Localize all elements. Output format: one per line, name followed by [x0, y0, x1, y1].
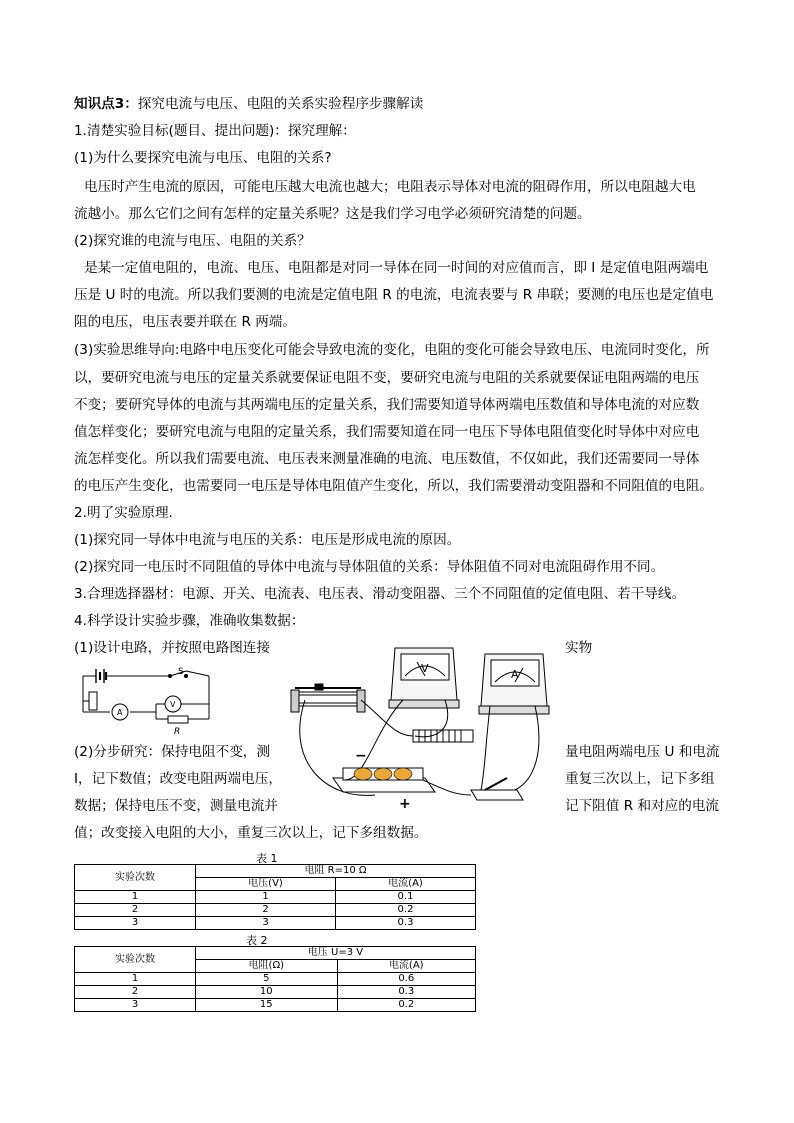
table-cell: 1 — [196, 891, 336, 904]
table-row — [75, 891, 476, 904]
paragraph-line: I，记下数值；改变电阻两端电压， — [74, 771, 282, 787]
table-cell: 0.6 — [337, 973, 475, 986]
table2-caption: 表 2 — [246, 934, 268, 947]
table-cell: 0.2 — [337, 999, 475, 1012]
voltmeter-label: V — [170, 700, 176, 709]
table-cell: 1 — [75, 973, 196, 986]
ammeter-face-label: A — [511, 668, 519, 681]
paragraph-line: (1)为什么要探究电流与电压、电阻的关系? — [74, 150, 332, 166]
table-cell: 3 — [75, 999, 196, 1012]
paragraph-line: (2)分步研究：保持电阻不变，测 — [74, 744, 270, 760]
ammeter-label: A — [117, 708, 123, 717]
paragraph-line: 以，要研究电流与电压的定量关系就要保证电阻不变，要研究电流与电阻的关系就要保证电阻两端的电压 — [74, 370, 700, 386]
paragraph-line: 3.合理选择器材：电源、开关、电流表、电压表、滑动变阻器、三个不同阻值的定值电阻、若干导线。 — [74, 586, 686, 602]
paragraph-line: 重复三次以上，记下多组 — [565, 771, 715, 787]
paragraph-line: 2.明了实验原理. — [74, 505, 173, 521]
paragraph-line: 记下阻值 R 和对应的电流 — [565, 798, 720, 814]
table-row — [75, 917, 476, 930]
table-row — [75, 973, 476, 986]
paragraph-line: (1)设计电路，并按照电路图连接 — [74, 640, 270, 656]
table-cell: 5 — [196, 973, 338, 986]
table-row — [75, 986, 476, 999]
switch-label: S — [178, 667, 184, 677]
table-row — [75, 999, 476, 1012]
paragraph-line: 值怎样变化；要研究电流与电阻的定量关系，我们需要知道在同一电压下导体电阻值变化时导体中对应电 — [74, 424, 700, 440]
paragraph-line: 是某一定值电阻的，电流、电压、电阻都是对同一导体在同一时间的对应值而言，即 I 是定值电阻两端电 — [84, 260, 709, 276]
table1-caption: 表 1 — [256, 852, 278, 865]
resistor-label: R — [174, 727, 181, 736]
battery-plus-sign: + — [399, 796, 411, 812]
table-cell: 3 — [196, 917, 336, 930]
apparatus-illustration — [285, 640, 555, 812]
circuit-diagram — [78, 664, 218, 736]
paragraph-line: 4.科学设计实验步骤，准确收集数据： — [74, 613, 305, 629]
paragraph-line: 实物 — [565, 640, 593, 656]
table2-header-col1: 电阻(Ω) — [196, 960, 338, 973]
table-cell: 3 — [75, 917, 196, 930]
battery-minus-sign: − — [355, 748, 367, 764]
table1-header-group: 电阻 R=10 Ω — [196, 865, 476, 878]
table-cell: 0.1 — [336, 891, 476, 904]
table2-header-col2: 电流(A) — [337, 960, 475, 973]
paragraph-line: 的电压产生变化，也需要同一电压是导体电阻值产生变化，所以，我们需要滑动变阻器和不同阻值的电阻。 — [74, 478, 713, 494]
table-cell: 15 — [196, 999, 338, 1012]
table2-header-trial: 实验次数 — [75, 947, 196, 973]
voltmeter-face-label: V — [421, 662, 429, 675]
table-cell: 2 — [75, 904, 196, 917]
paragraph-line: 值；改变接入电阻的大小，重复三次以上，记下多组数据。 — [74, 825, 428, 841]
table1-header-trial: 实验次数 — [75, 865, 196, 891]
section-heading — [74, 94, 724, 114]
table-cell: 2 — [75, 986, 196, 999]
paragraph-line: (1)探究同一导体中电流与电压的关系：电压是形成电流的原因。 — [74, 532, 461, 548]
paragraph-line: (2)探究谁的电流与电压、电阻的关系？ — [74, 233, 311, 249]
paragraph-line: 1.清楚实验目标(题目、提出问题)：探究理解： — [74, 123, 356, 139]
paragraph-line: 数据；保持电压不变，测量电流并 — [74, 798, 278, 814]
table-cell: 0.3 — [337, 986, 475, 999]
paragraph-line: 流怎样变化。所以我们需要电流、电压表来测量准确的电流、电压数值，不仅如此，我们还需要同一导体 — [74, 451, 700, 467]
paragraph-line: (3)实验思维导向:电路中电压变化可能会导致电流的变化，电阻的变化可能会导致电压、电流同时变化，所 — [74, 342, 710, 358]
heading-label: 知识点3： — [74, 96, 138, 112]
table-cell: 2 — [196, 904, 336, 917]
table-cell: 1 — [75, 891, 196, 904]
table-cell: 0.3 — [336, 917, 476, 930]
table1-header-col1: 电压(V) — [196, 878, 336, 891]
paragraph-line: 不变；要研究导体的电流与其两端电压的定量关系，我们需要知道导体两端电压数值和导体电流的对应数 — [74, 397, 700, 413]
heading-text: 探究电流与电压、电阻的关系实验程序步骤解读 — [137, 96, 424, 112]
paragraph-line: (2)探究同一电压时不同阻值的导体中电流与导体阻值的关系：导体阻值不同对电流阻碍作用不同。 — [74, 559, 665, 575]
paragraph-line: 量电阻两端电压 U 和电流 — [565, 744, 720, 760]
paragraph-line: 流越小。那么它们之间有怎样的定量关系呢？这是我们学习电学必须研究清楚的问题。 — [74, 206, 591, 222]
paragraph-line: 电压时产生电流的原因，可能电压越大电流也越大；电阻表示导体对电流的阻碍作用，所以电阻越大电 — [84, 179, 696, 195]
table-cell: 0.2 — [336, 904, 476, 917]
paragraph-line: 压是 U 时的电流。所以我们要测的电流是定值电阻 R 的电流，电流表要与 R 串联；要测的电压也是定值电 — [74, 287, 714, 303]
table2-header-group: 电压 U=3 V — [196, 947, 476, 960]
table-cell: 10 — [196, 986, 338, 999]
paragraph-line: 阻的电压，电压表要并联在 R 两端。 — [74, 314, 296, 330]
table1 — [74, 864, 476, 930]
table2 — [74, 946, 476, 1012]
table1-header-col2: 电流(A) — [336, 878, 476, 891]
table-row — [75, 904, 476, 917]
